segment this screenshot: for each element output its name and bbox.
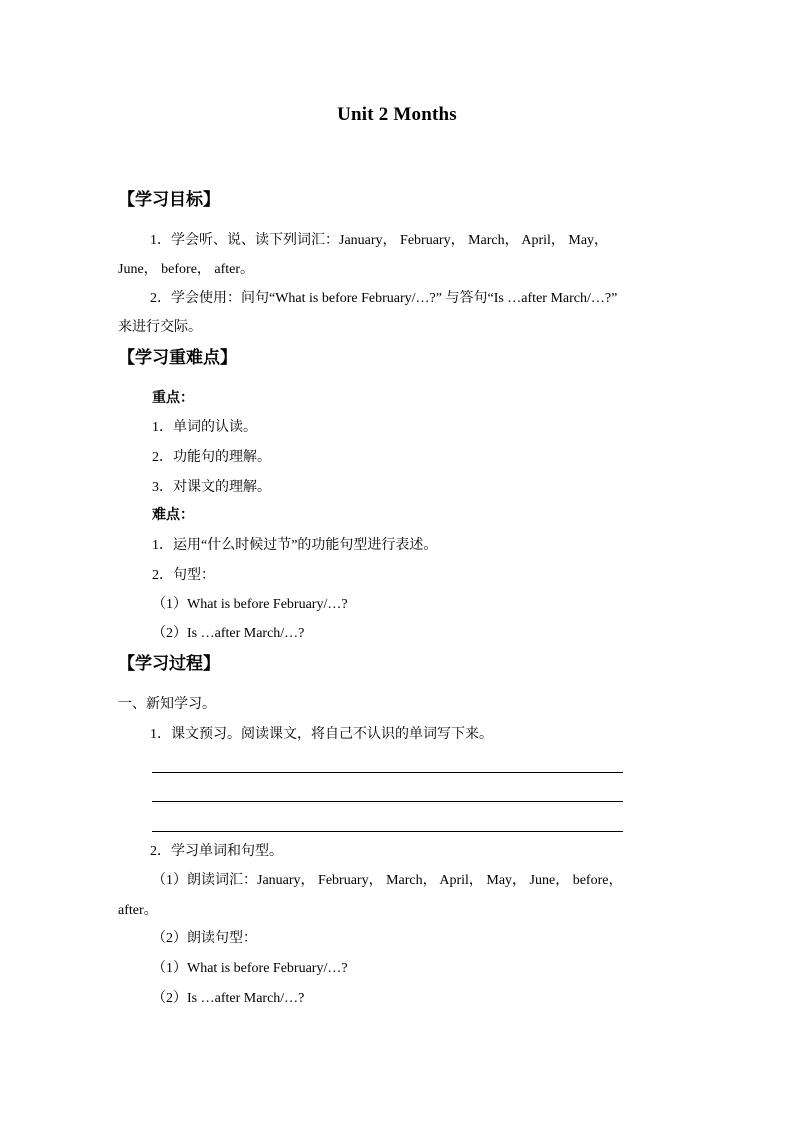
sentence-pattern-2: （2）Is …after March/…? (152, 626, 305, 641)
goals-item-2-line-1: 2．学会使用：问句“What is before February/…?” 与答句“Is …after March/…?” (150, 291, 618, 306)
focus-label: 重点： (152, 391, 194, 406)
process-pattern-1: （1）What is before February/…? (152, 961, 348, 976)
answer-line-2[interactable] (152, 801, 623, 802)
goals-item-2-line-2: 来进行交际。 (118, 320, 202, 335)
answer-line-1[interactable] (152, 772, 623, 773)
difficulty-item-2: 2．句型： (152, 568, 215, 583)
goals-heading: 【学习目标】 (118, 190, 220, 209)
difficulty-item-1: 1．运用“什么时候过节”的功能句型进行表述。 (152, 538, 438, 553)
goals-item-1-line-2: June， before， after。 (118, 262, 255, 277)
process-part-1: 一、新知学习。 (118, 697, 216, 712)
focus-item-1: 1．单词的认读。 (152, 420, 257, 435)
process-step-1: 1．课文预习。阅读课文，将自己不认识的单词写下来。 (150, 727, 493, 742)
page-title: Unit 2 Months (337, 104, 457, 125)
focus-item-3: 3．对课文的理解。 (152, 480, 271, 495)
focus-item-2: 2．功能句的理解。 (152, 450, 271, 465)
process-sub-1-line-2: after。 (118, 903, 158, 918)
process-sub-1-line-1: （1）朗读词汇：January， February， March， April， May， June， before， (152, 873, 623, 888)
process-pattern-2: （2）Is …after March/…? (152, 991, 305, 1006)
process-sub-2: （2）朗读句型： (152, 931, 257, 946)
process-heading: 【学习过程】 (118, 654, 220, 673)
sentence-pattern-1: （1）What is before February/…? (152, 597, 348, 612)
difficulty-label: 难点： (152, 508, 194, 523)
answer-line-3[interactable] (152, 831, 623, 832)
key-points-heading: 【学习重难点】 (118, 348, 237, 367)
process-step-2: 2．学习单词和句型。 (150, 844, 283, 859)
goals-item-1-line-1: 1．学会听、说、读下列词汇：January， February， March， April， May， (150, 233, 609, 248)
